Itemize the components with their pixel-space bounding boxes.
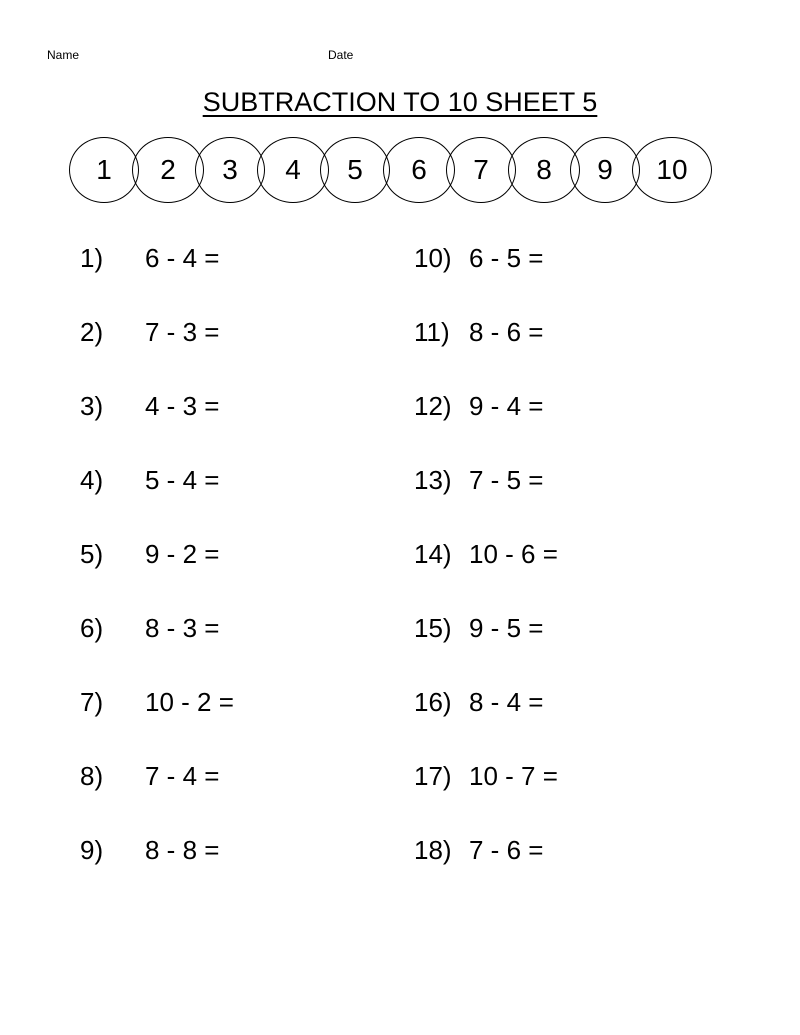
problem-expression: 9 - 5 = xyxy=(469,613,544,643)
problem-expression: 5 - 4 = xyxy=(145,465,220,495)
number-circle-7: 7 xyxy=(446,137,516,203)
number-circle-2: 2 xyxy=(132,137,204,203)
problem-expression: 8 - 8 = xyxy=(145,835,220,865)
problem-number: 13) xyxy=(414,465,452,495)
problem-number: 9) xyxy=(80,835,104,865)
number-line xyxy=(0,137,800,207)
problem-expression: 9 - 2 = xyxy=(145,539,220,569)
problem-number: 8) xyxy=(80,761,104,791)
problem-expression: 6 - 5 = xyxy=(469,243,544,273)
number-circle-6: 6 xyxy=(383,137,455,203)
problem-expression: 7 - 5 = xyxy=(469,465,544,495)
number-circle-3: 3 xyxy=(195,137,265,203)
problem-number: 7) xyxy=(80,687,104,717)
number-circle-8: 8 xyxy=(508,137,580,203)
problem-number: 15) xyxy=(414,613,452,643)
problem-expression: 9 - 4 = xyxy=(469,391,544,421)
problem-expression: 7 - 4 = xyxy=(145,761,220,791)
problem-number: 5) xyxy=(80,539,104,569)
problem-number: 3) xyxy=(80,391,104,421)
problem-expression: 7 - 3 = xyxy=(145,317,220,347)
problem-expression: 4 - 3 = xyxy=(145,391,220,421)
number-circle-9: 9 xyxy=(570,137,640,203)
name-label: Name xyxy=(47,48,80,62)
problem-expression: 8 - 6 = xyxy=(469,317,544,347)
problem-expression: 10 - 2 = xyxy=(145,687,234,717)
problem-number: 6) xyxy=(80,613,104,643)
worksheet-title: SUBTRACTION TO 10 SHEET 5 xyxy=(202,87,598,117)
number-circle-1: 1 xyxy=(69,137,139,203)
problem-number: 14) xyxy=(414,539,452,569)
problem-number: 16) xyxy=(414,687,452,717)
number-circle-10: 10 xyxy=(632,137,712,203)
problem-number: 18) xyxy=(414,835,452,865)
problem-number: 17) xyxy=(414,761,452,791)
number-circle-4: 4 xyxy=(257,137,329,203)
problem-expression: 7 - 6 = xyxy=(469,835,544,865)
problem-expression: 10 - 7 = xyxy=(469,761,558,791)
problem-expression: 8 - 4 = xyxy=(469,687,544,717)
problem-expression: 6 - 4 = xyxy=(145,243,220,273)
date-label: Date xyxy=(328,48,354,62)
problem-number: 10) xyxy=(414,243,452,273)
problem-number: 12) xyxy=(414,391,452,421)
problem-number: 1) xyxy=(80,243,104,273)
problem-expression: 10 - 6 = xyxy=(469,539,558,569)
number-circle-5: 5 xyxy=(320,137,390,203)
problem-number: 4) xyxy=(80,465,104,495)
problem-expression: 8 - 3 = xyxy=(145,613,220,643)
problem-number: 2) xyxy=(80,317,104,347)
problem-number: 11) xyxy=(414,317,450,347)
